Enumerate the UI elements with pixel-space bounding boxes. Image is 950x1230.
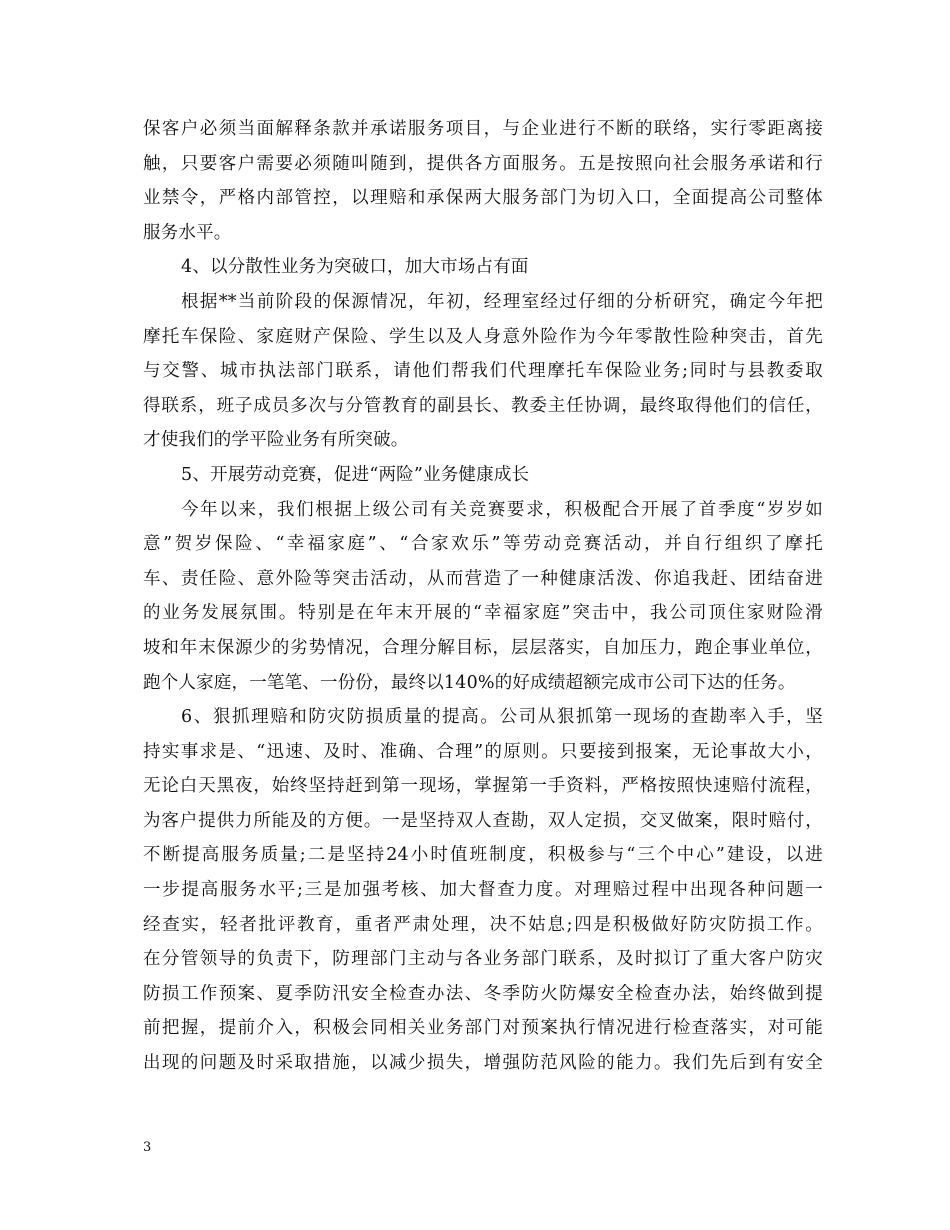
text-line: 触，只要客户需要必须随叫随到，提供各方面服务。五是按照向社会服务承诺和行 (143, 153, 823, 174)
text-line: 才使我们的学平险业务有所突破。 (143, 430, 409, 451)
text-line: 意”贺岁保险、“幸福家庭”、“合家欢乐”等劳动竞赛活动，并自行组织了摩托 (143, 534, 823, 555)
text-line: 防损工作预案、夏季防汛安全检查办法、冬季防火防爆安全检查办法，始终做到提 (143, 983, 823, 1004)
text-line: 服务水平。 (143, 222, 232, 243)
text-line: 5、开展劳动竞赛，促进“两险”业务健康成长 (181, 464, 530, 485)
text-line: 的业务发展氛围。特别是在年末开展的“幸福家庭”突击中，我公司顶住家财险滑 (143, 603, 823, 624)
text-line: 经查实，轻者批评教育，重者严肃处理，决不姑息;四是积极做好防灾防损工作。 (143, 914, 823, 935)
text-line: 业禁令，严格内部管控，以理赔和承保两大服务部门为切入口，全面提高公司整体 (143, 188, 823, 209)
text-line: 车、责任险、意外险等突击活动，从而营造了一种健康活泼、你追我赶、团结奋进 (143, 568, 823, 589)
text-line: 不断提高服务质量;二是坚持24小时值班制度，积极参与“三个中心”建设，以进 (143, 845, 823, 866)
text-line: 根据**当前阶段的保源情况，年初，经理室经过仔细的分析研究，确定今年把 (181, 291, 823, 312)
text-line: 跑个人家庭，一笔笔、一份份，最终以140%的好成绩超额完成市公司下达的任务。 (143, 672, 796, 693)
text-line: 无论白天黑夜，始终坚持赶到第一现场，掌握第一手资料，严格按照快速赔付流程， (143, 776, 823, 797)
text-line: 出现的问题及时采取措施，以减少损失，增强防范风险的能力。我们先后到有安全 (143, 1053, 823, 1074)
text-line: 一步提高服务水平;三是加强考核、加大督查力度。对理赔过程中出现各种问题一 (143, 880, 823, 901)
text-line: 前把握，提前介入，积极会同相关业务部门对预案执行情况进行检查落实，对可能 (143, 1018, 823, 1039)
text-line: 今年以来，我们根据上级公司有关竞赛要求，积极配合开展了首季度“岁岁如 (181, 499, 823, 520)
text-line: 在分管领导的负责下，防理部门主动与各业务部门联系，及时拟订了重大客户防灾 (143, 949, 823, 970)
text-line: 与交警、城市执法部门联系，请他们帮我们代理摩托车保险业务;同时与县教委取 (143, 361, 823, 382)
text-line: 为客户提供力所能及的方便。一是坚持双人查勘，双人定损，交叉做案，限时赔付， (143, 810, 823, 831)
text-line: 6、狠抓理赔和防灾防损质量的提高。公司从狠抓第一现场的查勘率入手，坚 (181, 707, 823, 728)
text-line: 4、以分散性业务为突破口，加大市场占有面 (181, 257, 529, 278)
text-line: 得联系，班子成员多次与分管教育的副县长、教委主任协调，最终取得他们的信任， (143, 395, 823, 416)
document-body (143, 112, 823, 1081)
text-line: 持实事求是、“迅速、及时、准确、合理”的原则。只要接到报案，无论事故大小， (143, 741, 823, 762)
text-line: 保客户必须当面解释条款并承诺服务项目，与企业进行不断的联络，实行零距离接 (143, 119, 823, 139)
text-line: 坡和年末保源少的劣势情况，合理分解目标，层层落实，自加压力，跑企事业单位， (143, 637, 823, 658)
text-line: 摩托车保险、家庭财产保险、学生以及人身意外险作为今年零散性险种突击，首先 (143, 326, 823, 347)
page-number: 3 (143, 1140, 152, 1155)
